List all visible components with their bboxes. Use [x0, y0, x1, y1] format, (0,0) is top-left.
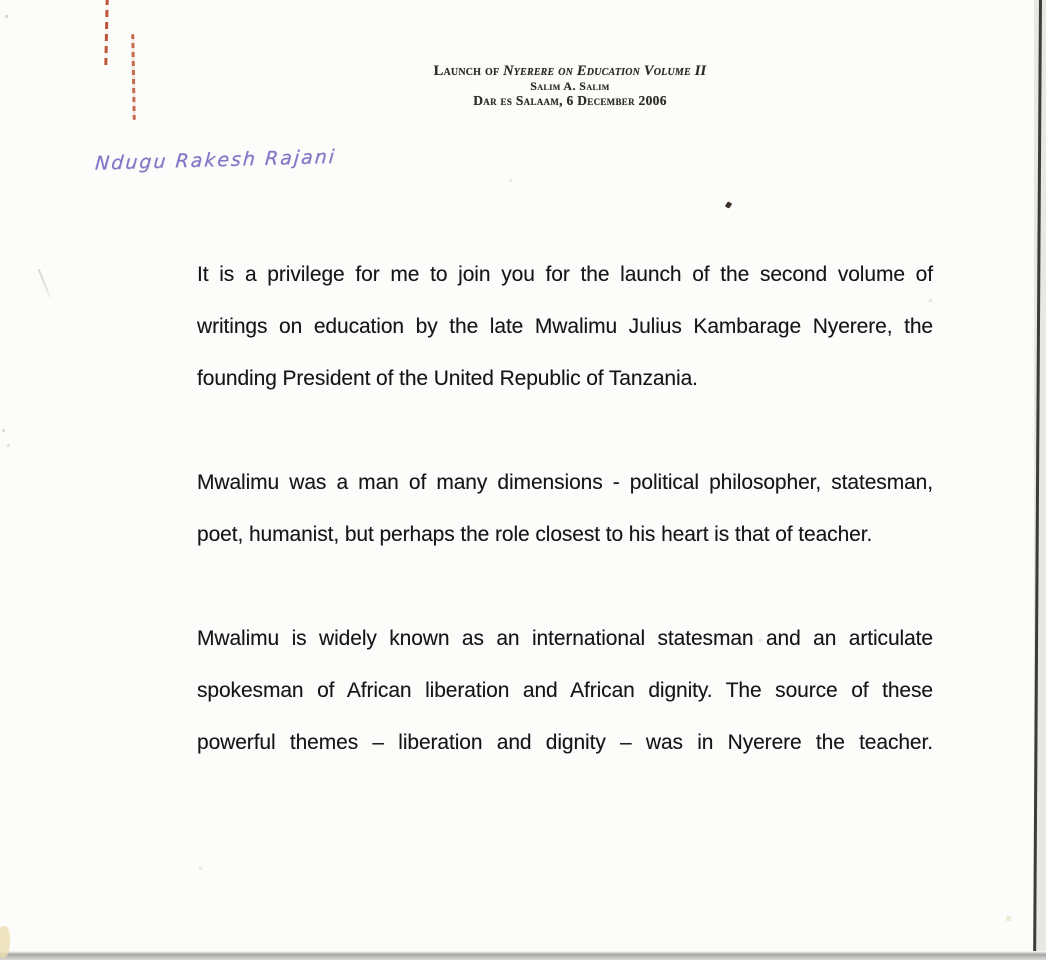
pencil-smudge [38, 269, 53, 301]
document-header [390, 63, 750, 108]
text-line: Mwalimu is widely known as an international statesman and an articulate [197, 627, 933, 650]
text-line: founding President of the United Republic of Tanzania. [197, 367, 698, 390]
handwritten-annotation: Ndugu Rakesh Rajani [94, 145, 337, 175]
speech-body [197, 249, 933, 821]
paragraph-2 [197, 457, 933, 561]
text-line: writings on education by the late Mwalimu Julius Kambarage Nyerere, the [197, 315, 933, 338]
header-author: Salim A. Salim [530, 79, 610, 93]
text-line: spokesman of African liberation and African dignity. The source of these [197, 679, 933, 702]
paragraph-3 [197, 613, 933, 769]
ink-speck [725, 201, 732, 209]
header-title-line [390, 63, 750, 80]
paper-noise-dots [0, 0, 1, 1]
text-line: It is a privilege for me to join you for the launch of the second volume of [197, 263, 933, 286]
red-ink-mark-left [104, 0, 108, 66]
text-line: powerful themes – liberation and dignity – was in Nyerere the teacher. [197, 731, 933, 754]
red-ink-mark-right [131, 34, 136, 120]
header-place-date: Dar es Salaam, 6 December 2006 [473, 93, 667, 108]
header-title-prefix: Launch of [433, 63, 504, 79]
text-line: poet, humanist, but perhaps the role closest to his heart is that of teacher. [197, 523, 873, 546]
paragraph-1 [197, 249, 933, 405]
scan-bottom-shadow [0, 951, 1046, 960]
text-line: Mwalimu was a man of many dimensions - political philosopher, statesman, [197, 471, 933, 494]
header-book-title: Nyerere on Education Volume II [503, 63, 707, 79]
